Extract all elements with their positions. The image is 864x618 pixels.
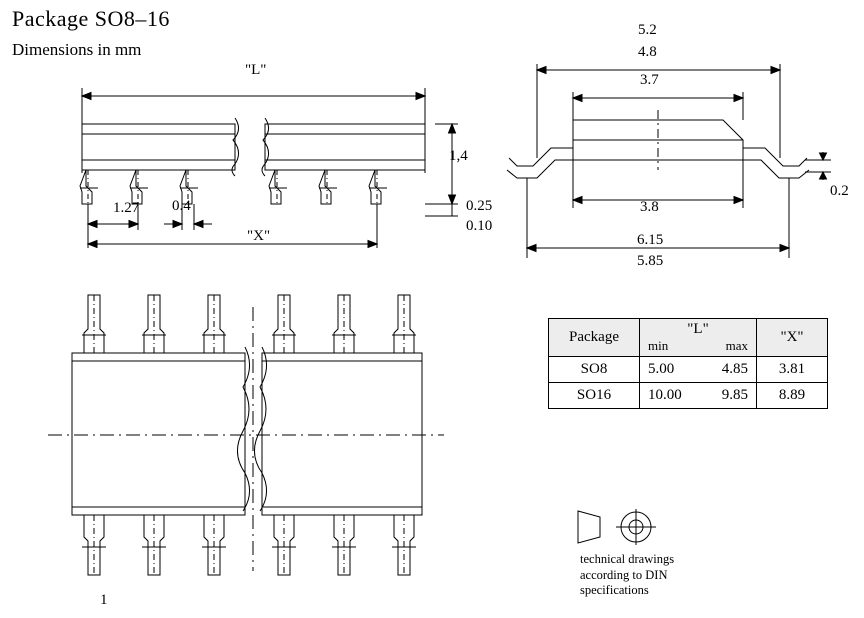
din-note-line-1: technical drawings [580,552,675,566]
din-note [580,552,674,599]
table-cell-length-max: 4.85 [721,361,748,377]
top-view-length-label: "L" [245,62,267,78]
table-header-length-min: min [648,338,669,353]
top-left-profile-view [60,78,480,248]
table-header-length-title: "L" [687,321,709,337]
table-cell-length [640,383,757,409]
table-header-x: "X" [757,319,828,357]
end-view-outer-width-min: 5.85 [637,253,664,269]
end-view-outer-width-max: 6.15 [637,232,664,248]
end-view-lead-thickness: 0.2 [830,183,849,199]
table-cell-length-max: 9.85 [721,387,748,403]
page-subtitle: Dimensions in mm [12,40,142,59]
table-header-row [549,319,828,357]
page-title: Package SO8–16 [12,6,170,31]
table-cell-x: 3.81 [757,357,828,383]
din-note-line-2: according to DIN [580,567,668,582]
top-view-x-label: "X" [247,228,271,244]
top-view-pitch-label: 1.27 [113,200,140,216]
table-cell-x: 8.89 [757,383,828,409]
top-view-standoff-min: 0.10 [466,218,493,234]
table-cell-length-min: 10.00 [648,387,682,403]
top-view-lead-width-label: 0.4 [172,198,191,214]
end-view-top-width: 3.7 [640,72,659,88]
end-view-inner-width: 3.8 [640,199,659,215]
table-cell-length [640,357,757,383]
table-header-length [640,319,757,357]
din-projection-symbol [570,505,680,549]
table-row [549,357,828,383]
plan-view-pin-one-label: 1 [100,592,108,608]
plan-view [40,285,460,605]
end-view-body-width-max: 5.2 [638,22,657,38]
table-cell-package: SO16 [549,383,640,409]
table-cell-length-min: 5.00 [648,361,675,377]
table-cell-package: SO8 [549,357,640,383]
table-row [549,383,828,409]
top-view-height-label: 1,4 [449,148,468,164]
top-view-standoff-max: 0.25 [466,198,493,214]
end-view [505,48,845,288]
end-view-body-width-min: 4.8 [638,44,657,60]
din-note-line-3: specifications [580,583,649,598]
table-header-length-max: max [725,338,748,353]
table-header-package: Package [549,319,640,357]
dimensions-table [548,318,828,409]
